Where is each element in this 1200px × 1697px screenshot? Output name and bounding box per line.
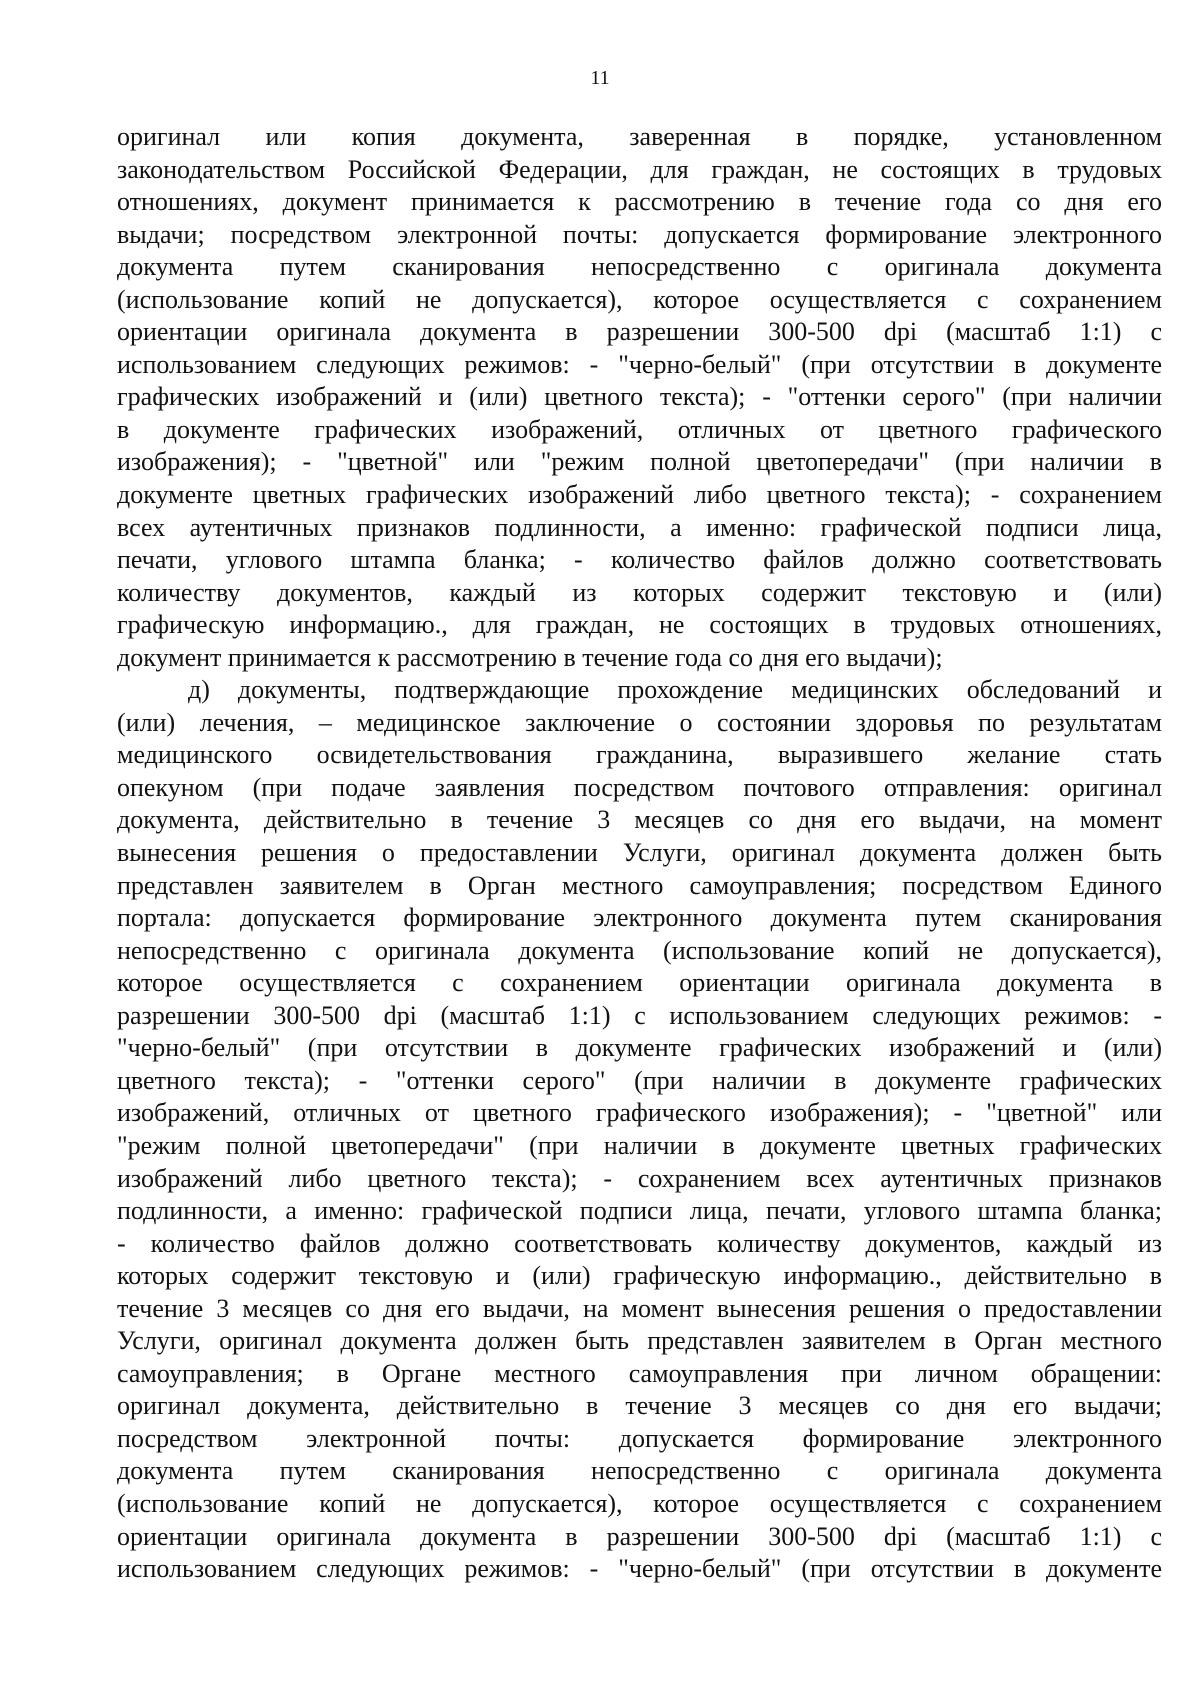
text-line: представлен заявителем в Орган местного самоуправления; посредством Единого [117,870,1162,900]
text-line: портала: допускается формирование электронного документа путем сканирования [117,903,1162,933]
paragraph-start-line: д) документы, подтверждающие прохождение медицинских обследований и [188,675,1162,705]
text-line: "режим полной цветопередачи" (при наличии в документе цветных графических [117,1130,1162,1160]
text-line: в документе графических изображений, отличных от цветного графического [117,414,1162,444]
text-line: всех аутентичных признаков подлинности, а именно: графической подписи лица, [117,512,1162,542]
text-line: течение 3 месяцев со дня его выдачи, на момент вынесения решения о предоставлении [117,1293,1162,1323]
text-line: (использование копий не допускается), которое осуществляется с сохранением [117,1488,1162,1518]
text-line: количеству документов, каждый из которых содержит текстовую и (или) [117,577,1162,607]
text-line: изображений либо цветного текста); - сохранением всех аутентичных признаков [117,1163,1162,1193]
text-line: которых содержит текстовую и (или) графическую информацию., действительно в [117,1261,1162,1291]
text-line: документе цветных графических изображений либо цветного текста); - сохранением [117,480,1162,510]
text-line: (или) лечения, – медицинское заключение о состоянии здоровья по результатам [117,707,1162,737]
text-line: документа путем сканирования непосредственно с оригинала документа [117,1456,1162,1486]
text-line: цветного текста); - "оттенки серого" (при наличии в документе графических [117,1065,1162,1095]
text-line: изображения); - "цветной" или "режим полной цветопередачи" (при наличии в [117,447,1162,477]
text-line: подлинности, а именно: графической подписи лица, печати, углового штампа бланка; [117,1196,1162,1226]
text-line: отношениях, документ принимается к рассмотрению в течение года со дня его [117,187,1162,217]
text-line: посредством электронной почты: допускается формирование электронного [117,1423,1162,1453]
text-line: разрешении 300-500 dpi (масштаб 1:1) с использованием следующих режимов: - [117,1000,1162,1030]
text-line: графическую информацию., для граждан, не состоящих в трудовых отношениях, [117,610,1162,640]
text-line: ориентации оригинала документа в разрешении 300-500 dpi (масштаб 1:1) с [117,1521,1162,1551]
paragraph-end-line: документ принимается к рассмотрению в течение года со дня его выдачи); [117,642,943,672]
text-line: графических изображений и (или) цветного текста); - "оттенки серого" (при наличии [117,382,1162,412]
text-line: законодательством Российской Федерации, для граждан, не состоящих в трудовых [117,154,1162,184]
text-line: медицинского освидетельствования гражданина, выразившего желание стать [117,740,1162,770]
text-line: выдачи; посредством электронной почты: допускается формирование электронного [117,219,1162,249]
body-text [117,121,1162,1586]
text-line: ориентации оригинала документа в разрешении 300-500 dpi (масштаб 1:1) с [117,317,1162,347]
text-line: изображений, отличных от цветного графического изображения); - "цветной" или [117,1098,1162,1128]
text-line: (использование копий не допускается), которое осуществляется с сохранением [117,284,1162,314]
text-line: вынесения решения о предоставлении Услуги, оригинал документа должен быть [117,838,1162,868]
page-number: 11 [590,67,610,89]
text-line: которое осуществляется с сохранением ориентации оригинала документа в [117,968,1162,998]
text-line: оригинал или копия документа, заверенная в порядке, установленном [117,122,1162,151]
text-line: использованием следующих режимов: - "черно-белый" (при отсутствии в документе [117,349,1162,379]
text-line: документа путем сканирования непосредственно с оригинала документа [117,252,1162,282]
text-line: документа, действительно в течение 3 месяцев со дня его выдачи, на момент [117,805,1162,835]
text-line: оригинал документа, действительно в течение 3 месяцев со дня его выдачи; [117,1391,1162,1421]
text-line: Услуги, оригинал документа должен быть представлен заявителем в Орган местного [117,1326,1162,1356]
text-line: - количество файлов должно соответствовать количеству документов, каждый из [117,1228,1162,1258]
text-line: использованием следующих режимов: - "черно-белый" (при отсутствии в документе [117,1554,1162,1584]
text-line: опекуном (при подаче заявления посредством почтового отправления: оригинал [117,772,1162,802]
text-line: печати, углового штампа бланка; - количество файлов должно соответствовать [117,545,1162,575]
text-line: самоуправления; в Органе местного самоуправления при личном обращении: [117,1358,1162,1388]
text-line: непосредственно с оригинала документа (использование копий не допускается), [117,935,1162,965]
text-line: "черно-белый" (при отсутствии в документе графических изображений и (или) [117,1033,1162,1063]
